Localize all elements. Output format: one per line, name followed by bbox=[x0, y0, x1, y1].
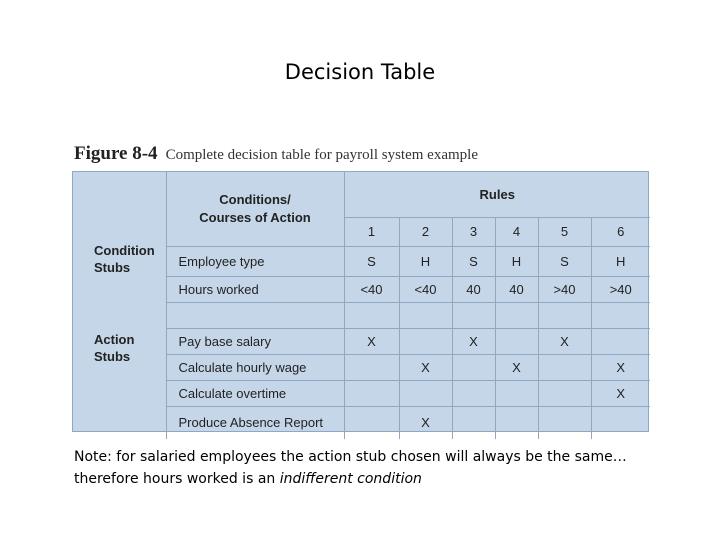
table-cell bbox=[495, 406, 538, 439]
table-cell bbox=[538, 354, 591, 380]
table-cell: >40 bbox=[538, 276, 591, 302]
table-cell: S bbox=[538, 247, 591, 276]
rule-number: 6 bbox=[591, 217, 650, 246]
rule-number: 1 bbox=[344, 217, 399, 246]
action-label: Produce Absence Report bbox=[166, 406, 344, 439]
table-cell: <40 bbox=[344, 276, 399, 302]
table-cell bbox=[538, 406, 591, 439]
action-stubs-label-line2: Stubs bbox=[94, 349, 131, 364]
rule-number: 4 bbox=[495, 217, 538, 246]
figure-number: Figure 8-4 bbox=[74, 143, 158, 164]
figure-caption bbox=[74, 143, 478, 165]
decision-table bbox=[72, 171, 649, 432]
condition-stubs-label-line1: Condition bbox=[94, 243, 155, 258]
rule-number: 5 bbox=[538, 217, 591, 246]
conditions-header-line1: Conditions/ bbox=[219, 192, 291, 208]
table-row bbox=[73, 276, 650, 302]
table-row bbox=[73, 328, 650, 354]
table-cell: X bbox=[399, 406, 452, 439]
conditions-header-line2: Courses of Action bbox=[199, 210, 311, 226]
table-cell bbox=[399, 380, 452, 406]
table-cell: <40 bbox=[399, 276, 452, 302]
action-label: Pay base salary bbox=[166, 328, 344, 354]
table-cell: X bbox=[538, 328, 591, 354]
note-text bbox=[74, 446, 674, 490]
table-cell: 40 bbox=[495, 276, 538, 302]
slide-title: Decision Table bbox=[284, 60, 436, 84]
table-cell: >40 bbox=[591, 276, 650, 302]
table-cell bbox=[591, 328, 650, 354]
empty-cell bbox=[538, 302, 591, 328]
rule-number: 3 bbox=[452, 217, 495, 246]
table-cell: X bbox=[399, 354, 452, 380]
table-cell: X bbox=[452, 328, 495, 354]
table-cell bbox=[452, 380, 495, 406]
table-cell bbox=[591, 406, 650, 439]
rule-number: 2 bbox=[399, 217, 452, 246]
table-cell bbox=[538, 380, 591, 406]
table-cell: X bbox=[495, 354, 538, 380]
condition-stubs-label-line2: Stubs bbox=[94, 260, 131, 275]
table-cell bbox=[452, 406, 495, 439]
table-cell bbox=[452, 354, 495, 380]
table-cell: X bbox=[591, 380, 650, 406]
empty-cell bbox=[495, 302, 538, 328]
table-cell bbox=[344, 354, 399, 380]
table-cell: X bbox=[344, 328, 399, 354]
table-cell: X bbox=[591, 354, 650, 380]
action-stubs-label-line1: Action bbox=[94, 332, 135, 347]
table-cell: H bbox=[399, 247, 452, 276]
action-label: Calculate overtime bbox=[166, 380, 344, 406]
condition-label: Employee type bbox=[166, 247, 344, 276]
table-cell bbox=[399, 328, 452, 354]
table-cell bbox=[344, 380, 399, 406]
table-cell bbox=[495, 380, 538, 406]
table-cell bbox=[495, 328, 538, 354]
table-cell: S bbox=[452, 247, 495, 276]
rules-header: Rules bbox=[344, 172, 650, 217]
conditions-header bbox=[166, 172, 344, 247]
empty-cell bbox=[166, 302, 344, 328]
action-label: Calculate hourly wage bbox=[166, 354, 344, 380]
table-cell: S bbox=[344, 247, 399, 276]
table-cell: 40 bbox=[452, 276, 495, 302]
table-cell: H bbox=[591, 247, 650, 276]
action-stubs-label bbox=[73, 328, 166, 439]
table-cell: H bbox=[495, 247, 538, 276]
stub-spacer bbox=[73, 302, 166, 328]
condition-stubs-label bbox=[73, 172, 166, 276]
empty-cell bbox=[452, 302, 495, 328]
empty-cell bbox=[591, 302, 650, 328]
condition-label: Hours worked bbox=[166, 276, 344, 302]
empty-row bbox=[73, 302, 650, 328]
figure-caption-text: Complete decision table for payroll system example bbox=[165, 147, 478, 163]
empty-cell bbox=[399, 302, 452, 328]
empty-cell bbox=[344, 302, 399, 328]
stub-spacer bbox=[73, 276, 166, 302]
note-emphasis: indifferent condition bbox=[279, 471, 422, 487]
note-main: Note: for salaried employees the action stub chosen will always be the same…therefore hours worked is an bbox=[74, 449, 627, 487]
table-cell bbox=[344, 406, 399, 439]
